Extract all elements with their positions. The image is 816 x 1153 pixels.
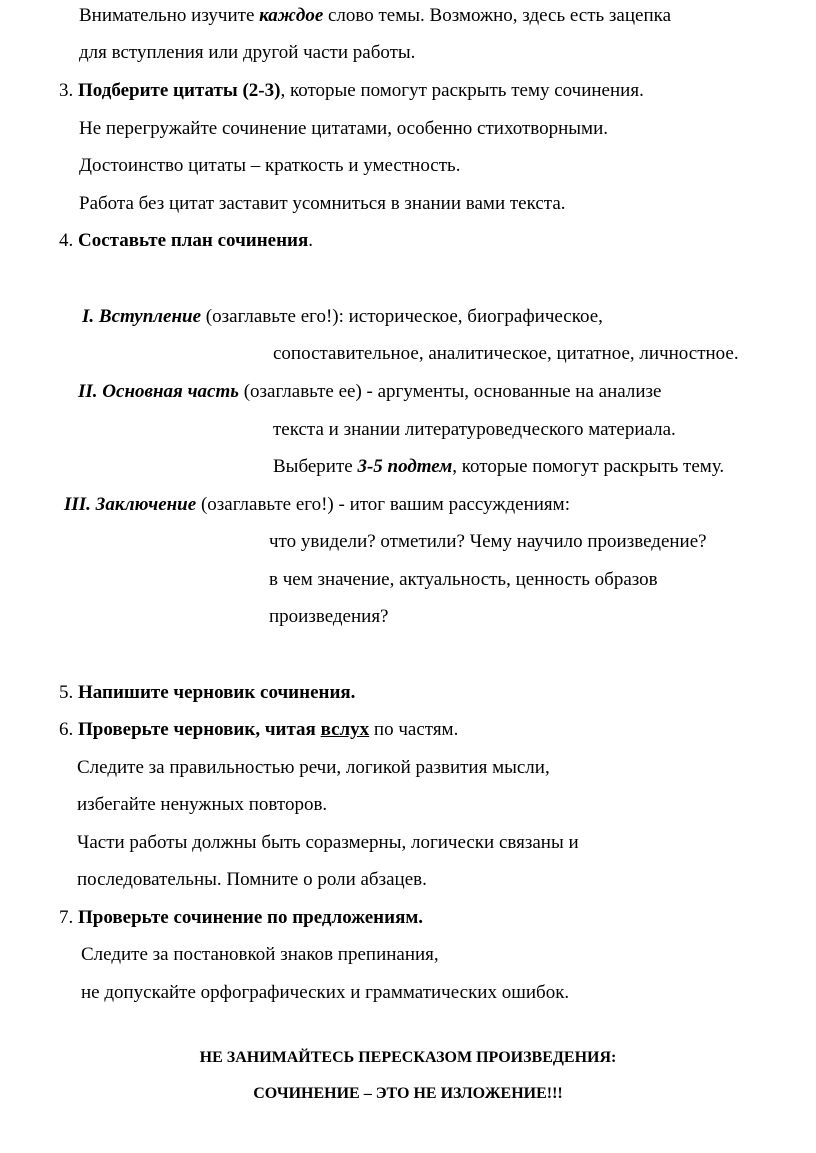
step2-line-1 <box>79 4 671 28</box>
step6-number: 6. <box>59 719 74 740</box>
step5-title: Напишите черновик сочинения. <box>78 682 356 703</box>
step5-heading <box>59 681 355 705</box>
plan-body-label: II. Основная часть <box>78 381 239 402</box>
plan-conclusion-label: III. Заключение <box>64 494 197 515</box>
plan-conclusion-line-1 <box>64 493 570 517</box>
step4-title: Составьте план сочинения <box>78 230 309 251</box>
step3-title: Подберите цитаты (2-3) <box>78 80 281 101</box>
plan-body-subtopics-post: , которые помогут раскрыть тему. <box>452 456 725 477</box>
step3-heading <box>59 79 644 103</box>
plan-intro-text: (озаглавьте его!): историческое, биографическое, <box>201 306 603 327</box>
plan-conclusion-line-4: произведения? <box>269 606 389 627</box>
step6-line-4: Части работы должны быть соразмерны, логически связаны и <box>77 832 579 853</box>
step2-emphasis: каждое <box>259 5 324 26</box>
plan-intro-line-1 <box>82 305 603 329</box>
step6-title-underlined: вслух <box>320 719 370 740</box>
step7-number: 7. <box>59 907 74 928</box>
step3-line-4: Работа без цитат заставит усомниться в знании вами текста. <box>79 193 566 214</box>
step4-heading <box>59 229 313 253</box>
plan-conclusion-text: (озаглавьте его!) - итог вашим рассуждениям: <box>196 494 570 515</box>
step7-line-3: не допускайте орфографических и грамматических ошибок. <box>81 982 570 1003</box>
step6-line-2: Следите за правильностью речи, логикой развития мысли, <box>77 757 550 778</box>
step4-title-rest: . <box>308 230 314 251</box>
step3-line-2: Не перегружайте сочинение цитатами, особенно стихотворными. <box>79 118 608 139</box>
step2-text: Внимательно изучите <box>79 5 260 26</box>
step3-line-3: Достоинство цитаты – краткость и уместность. <box>79 155 461 176</box>
step7-heading <box>59 906 423 930</box>
step6-title: Проверьте черновик, читая <box>78 719 321 740</box>
plan-intro-label: I. Вступление <box>82 306 202 327</box>
step6-heading <box>59 718 458 742</box>
step4-number: 4. <box>59 230 74 251</box>
plan-intro-line-2: сопоставительное, аналитическое, цитатное, личностное. <box>273 343 739 364</box>
plan-conclusion-line-2: что увидели? отметили? Чему научило произведение? <box>269 531 707 552</box>
step6-title-rest: по частям. <box>369 719 459 740</box>
final-warning-line-2: СОЧИНЕНИЕ – ЭТО НЕ ИЗЛОЖЕНИЕ!!! <box>253 1085 563 1102</box>
plan-body-line-1 <box>78 380 661 404</box>
step7-title: Проверьте сочинение по предложениям. <box>78 907 424 928</box>
plan-conclusion-line-3: в чем значение, актуальность, ценность образов <box>269 569 658 590</box>
plan-body-line-3 <box>273 455 724 479</box>
step6-line-3: избегайте ненужных повторов. <box>77 794 328 815</box>
plan-body-subtopics-pre: Выберите <box>273 456 358 477</box>
step7-line-2: Следите за постановкой знаков препинания, <box>81 944 439 965</box>
step2-line-2: для вступления или другой части работы. <box>79 42 416 63</box>
final-warning-line-1: НЕ ЗАНИМАЙТЕСЬ ПЕРЕСКАЗОМ ПРОИЗВЕДЕНИЯ: <box>199 1049 617 1066</box>
step3-number: 3. <box>59 80 74 101</box>
step6-line-5: последовательны. Помните о роли абзацев. <box>77 869 427 890</box>
step5-number: 5. <box>59 682 74 703</box>
plan-body-line-2: текста и знании литературоведческого материала. <box>273 419 676 440</box>
plan-body-text: (озаглавьте ее) - аргументы, основанные на анализе <box>238 381 662 402</box>
step2-text-end: слово темы. Возможно, здесь есть зацепка <box>323 5 672 26</box>
step3-title-rest: , которые помогут раскрыть тему сочинения. <box>280 80 644 101</box>
plan-body-subtopics-count: 3-5 подтем <box>357 456 453 477</box>
